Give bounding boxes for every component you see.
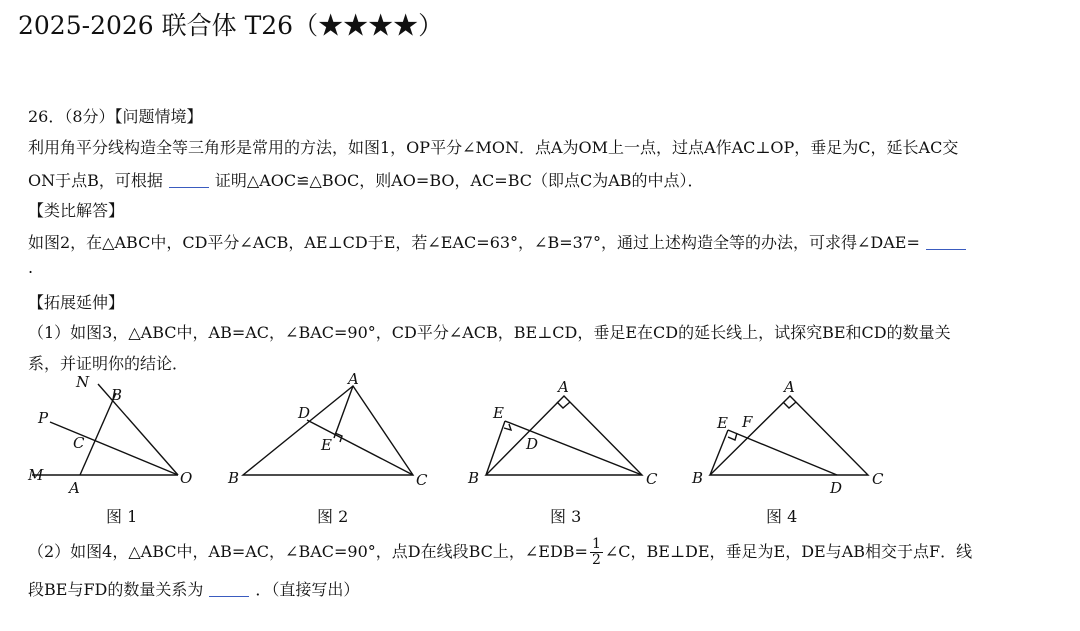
answer-blank-3[interactable] [209, 582, 249, 597]
problem-number-line: 26．（8分）【问题情境】 [28, 107, 203, 126]
fig3-label-d: D [526, 435, 539, 453]
figure-2 [243, 386, 413, 475]
fig2-label-c: C [416, 471, 428, 489]
problem-line-6a: （2）如图4，△ABC中，AB=AC，∠BAC=90°，点D在线段BC上，∠EDB= [28, 542, 588, 561]
fig2-label-e: E [321, 436, 332, 454]
fraction-numerator: 1 [591, 536, 601, 552]
fig4-label-a: A [784, 378, 795, 396]
problem-line-4: （1）如图3，△ABC中，AB=AC，∠BAC=90°，CD平分∠ACB，BE⊥CD，垂足E在CD的延长线上，试探究BE和CD的数量关 [28, 323, 951, 342]
fig4-label-e: E [717, 414, 728, 432]
problem-line-7a: 段BE与FD的数量关系为 [28, 580, 204, 599]
fraction-one-half [590, 537, 603, 568]
figure-2-labels [227, 370, 428, 489]
figure-1-caption: 图 1 [106, 507, 138, 526]
fig3-label-b: B [468, 469, 480, 487]
figures-row [20, 368, 920, 530]
fig2-label-a: A [348, 370, 359, 388]
problem-line-3-end: . [28, 258, 34, 277]
fig1-label-m: M [28, 466, 44, 484]
fig1-label-n: N [76, 373, 90, 391]
figure-2-caption: 图 2 [317, 507, 349, 526]
figure-4-labels [691, 378, 884, 497]
problem-line-1: 利用角平分线构造全等三角形是常用的方法，如图1，OP平分∠MON．点A为OM上一点，过点A作AC⊥OP，垂足为C，延长AC交 [28, 138, 959, 157]
problem-line-3-text: 如图2，在△ABC中，CD平分∠ACB，AE⊥CD于E，若∠EAC=63°，∠B=37°，通过上述构造全等的办法，可求得∠DAE= [28, 233, 920, 252]
problem-line-7 [28, 577, 359, 600]
section-analogy-heading: 【类比解答】 [28, 201, 125, 220]
figure-3 [486, 396, 642, 475]
problem-line-5: 系，并证明你的结论． [28, 354, 189, 373]
section-extension-heading: 【拓展延伸】 [28, 293, 125, 312]
figure-1-labels [27, 373, 192, 497]
fig1-label-p: P [38, 409, 49, 427]
page-title: 2025-2026 联合体 T26（★★★★） [18, 11, 444, 40]
problem-line-6 [28, 537, 972, 568]
fig1-label-c: C [73, 434, 85, 452]
fig2-label-b: B [228, 469, 240, 487]
fig4-label-d: D [830, 479, 843, 497]
fig1-label-b: B [111, 386, 123, 404]
problem-line-3 [28, 230, 972, 253]
figure-4 [710, 396, 868, 475]
figure-3-caption: 图 3 [550, 507, 582, 526]
figure-1 [32, 384, 178, 475]
fig4-label-b: B [692, 469, 704, 487]
fig4-label-f: F [742, 413, 753, 431]
fig1-label-o: O [180, 469, 193, 487]
problem-line-7b: ．（直接写出） [255, 580, 360, 599]
fig3-label-c: C [646, 470, 658, 488]
answer-blank-2[interactable] [926, 235, 966, 250]
figure-3-labels [467, 378, 658, 488]
problem-line-6b: ∠C，BE⊥DE，垂足为E，DE与AB相交于点F．线 [604, 542, 973, 561]
problem-line-2 [28, 168, 704, 191]
problem-line-2b: 证明△AOC≌△BOC，则AO=BO，AC=BC（即点C为AB的中点）． [214, 171, 704, 190]
problem-line-2a: ON于点B，可根据 [28, 171, 163, 190]
fig2-label-d: D [298, 404, 311, 422]
fig1-label-a: A [69, 479, 80, 497]
answer-blank-1[interactable] [169, 173, 209, 188]
fig3-label-a: A [558, 378, 569, 396]
figure-4-caption: 图 4 [766, 507, 798, 526]
fig4-label-c: C [872, 470, 884, 488]
fraction-denominator: 2 [591, 552, 601, 568]
fig3-label-e: E [493, 404, 504, 422]
